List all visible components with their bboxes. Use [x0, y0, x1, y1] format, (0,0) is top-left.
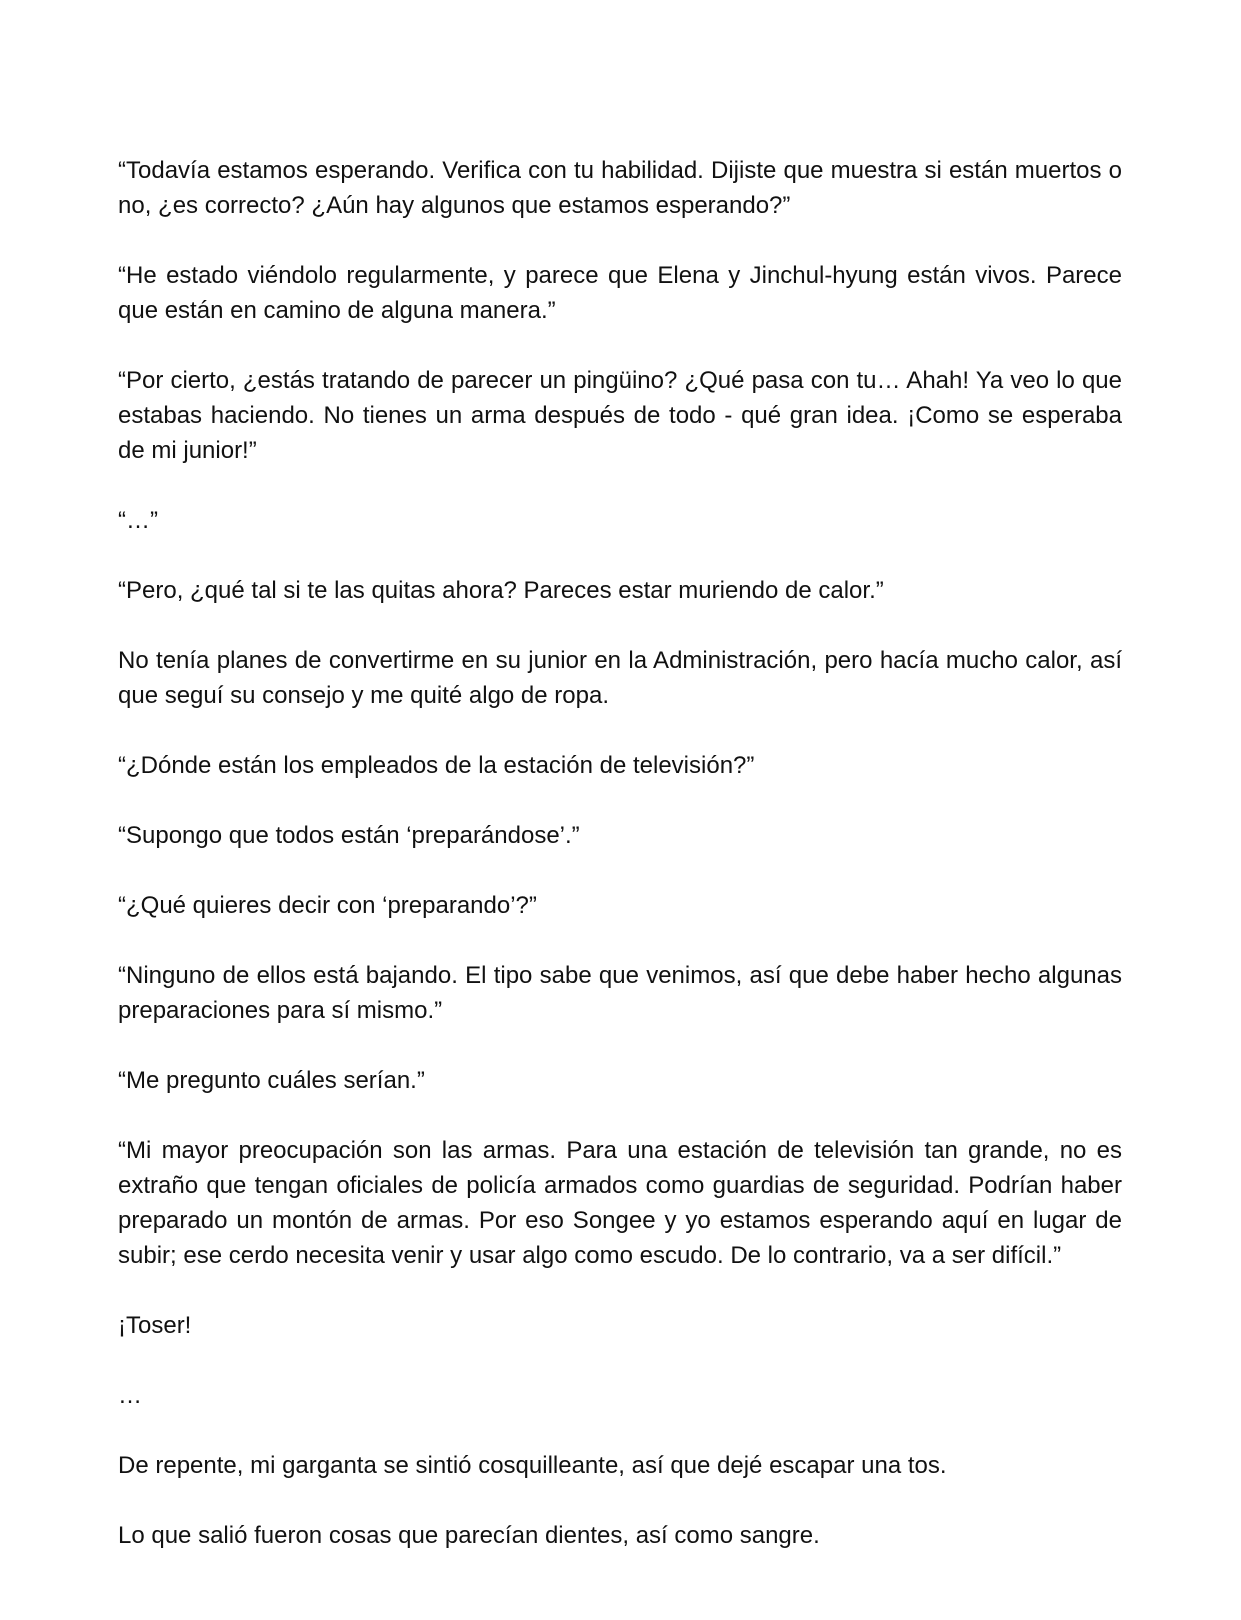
text-body [118, 153, 1122, 1553]
paragraph: “He estado viéndolo regularmente, y parece que Elena y Jinchul-hyung están vivos. Parece que están en camino de alguna manera.” [118, 262, 1122, 324]
paragraph: “Todavía estamos esperando. Verifica con tu habilidad. Dijiste que muestra si están muertos o no, ¿es correcto? ¿Aún hay algunos que estamos esperando?” [118, 157, 1122, 219]
paragraph: No tenía planes de convertirme en su junior en la Administración, pero hacía mucho calor, así que seguí su consejo y me quité algo de ropa. [118, 647, 1122, 709]
paragraph: ¡Toser! [118, 1312, 192, 1339]
paragraph: “Por cierto, ¿estás tratando de parecer un pingüino? ¿Qué pasa con tu… Ahah! Ya veo lo que estabas haciendo. No tienes un arma después de todo - qué gran idea. ¡Como se esperaba de mi junior!” [118, 367, 1122, 464]
paragraph: “¿Dónde están los empleados de la estación de televisión?” [118, 752, 755, 779]
paragraph: “Pero, ¿qué tal si te las quitas ahora? Pareces estar muriendo de calor.” [118, 577, 884, 604]
paragraph: De repente, mi garganta se sintió cosquilleante, así que dejé escapar una tos. [118, 1452, 947, 1479]
paragraph: … [118, 1382, 142, 1409]
paragraph: “Supongo que todos están ‘preparándose’.” [118, 822, 580, 849]
paragraph: Lo que salió fueron cosas que parecían dientes, así como sangre. [118, 1522, 820, 1549]
paragraph: “Ninguno de ellos está bajando. El tipo sabe que venimos, así que debe haber hecho algunas preparaciones para sí mismo.” [118, 962, 1122, 1024]
paragraph: “Mi mayor preocupación son las armas. Para una estación de televisión tan grande, no es extraño que tengan oficiales de policía armados como guardias de seguridad. Podrían haber preparado un montón de armas. Por eso Songee y yo estamos esperando aquí en lugar de subir; ese cerdo necesita venir y usar algo como escudo. De lo contrario, va a ser difícil.” [118, 1137, 1122, 1269]
paragraph: “¿Qué quieres decir con ‘preparando’?” [118, 892, 537, 919]
paragraph: “Me pregunto cuáles serían.” [118, 1067, 425, 1094]
paragraph: “…” [118, 507, 158, 534]
